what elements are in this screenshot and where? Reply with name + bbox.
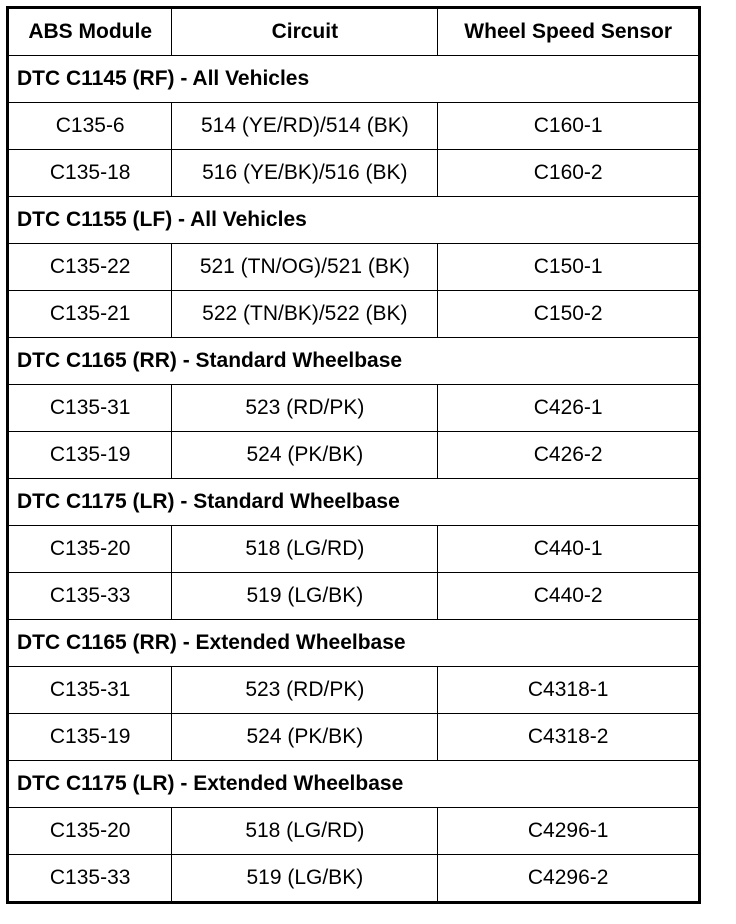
circuit-cell: 519 (LG/BK)	[172, 855, 438, 903]
wheel-speed-sensor-cell: C160-2	[438, 150, 700, 197]
abs-module-cell: C135-31	[8, 667, 172, 714]
circuit-cell: 518 (LG/RD)	[172, 526, 438, 573]
header-circuit: Circuit	[172, 8, 438, 56]
circuit-cell: 523 (RD/PK)	[172, 385, 438, 432]
wheel-speed-sensor-cell: C426-2	[438, 432, 700, 479]
table-row	[8, 714, 700, 761]
wheel-speed-sensor-cell: C150-2	[438, 291, 700, 338]
abs-module-cell: C135-22	[8, 244, 172, 291]
section-header-row	[8, 197, 700, 244]
circuit-cell: 524 (PK/BK)	[172, 432, 438, 479]
circuit-cell: 516 (YE/BK)/516 (BK)	[172, 150, 438, 197]
table-row	[8, 150, 700, 197]
wheel-speed-sensor-cell: C4318-1	[438, 667, 700, 714]
wheel-speed-sensor-cell: C440-2	[438, 573, 700, 620]
section-header-row	[8, 479, 700, 526]
section-title: DTC C1175 (LR) - Extended Wheelbase	[8, 761, 700, 808]
table-row	[8, 244, 700, 291]
abs-module-cell: C135-33	[8, 855, 172, 903]
section-header-row	[8, 338, 700, 385]
circuit-cell: 521 (TN/OG)/521 (BK)	[172, 244, 438, 291]
circuit-cell: 524 (PK/BK)	[172, 714, 438, 761]
wheel-speed-sensor-cell: C440-1	[438, 526, 700, 573]
section-title: DTC C1145 (RF) - All Vehicles	[8, 56, 700, 103]
table-row	[8, 432, 700, 479]
wheel-speed-sensor-cell: C4296-1	[438, 808, 700, 855]
abs-module-cell: C135-19	[8, 432, 172, 479]
circuit-cell: 523 (RD/PK)	[172, 667, 438, 714]
circuit-cell: 514 (YE/RD)/514 (BK)	[172, 103, 438, 150]
header-row	[8, 8, 700, 56]
wheel-speed-sensor-cell: C4296-2	[438, 855, 700, 903]
header-abs-module: ABS Module	[8, 8, 172, 56]
section-title: DTC C1155 (LF) - All Vehicles	[8, 197, 700, 244]
table-row	[8, 573, 700, 620]
abs-module-cell: C135-33	[8, 573, 172, 620]
section-title: DTC C1165 (RR) - Standard Wheelbase	[8, 338, 700, 385]
table-body	[8, 56, 700, 903]
abs-module-cell: C135-20	[8, 808, 172, 855]
section-title: DTC C1175 (LR) - Standard Wheelbase	[8, 479, 700, 526]
wheel-speed-sensor-cell: C150-1	[438, 244, 700, 291]
wheel-speed-sensor-cell: C4318-2	[438, 714, 700, 761]
circuit-cell: 519 (LG/BK)	[172, 573, 438, 620]
wheel-speed-sensor-cell: C160-1	[438, 103, 700, 150]
table-row	[8, 667, 700, 714]
table-row	[8, 855, 700, 903]
circuit-cell: 518 (LG/RD)	[172, 808, 438, 855]
circuit-cell: 522 (TN/BK)/522 (BK)	[172, 291, 438, 338]
section-header-row	[8, 56, 700, 103]
abs-module-cell: C135-31	[8, 385, 172, 432]
wheel-speed-sensor-circuit-table	[6, 6, 701, 904]
header-wheel-speed-sensor: Wheel Speed Sensor	[438, 8, 700, 56]
section-header-row	[8, 761, 700, 808]
abs-module-cell: C135-18	[8, 150, 172, 197]
abs-module-cell: C135-21	[8, 291, 172, 338]
section-title: DTC C1165 (RR) - Extended Wheelbase	[8, 620, 700, 667]
wheel-speed-sensor-cell: C426-1	[438, 385, 700, 432]
section-header-row	[8, 620, 700, 667]
abs-module-cell: C135-20	[8, 526, 172, 573]
table-row	[8, 526, 700, 573]
table-row	[8, 808, 700, 855]
abs-module-cell: C135-6	[8, 103, 172, 150]
table-row	[8, 385, 700, 432]
table-row	[8, 103, 700, 150]
abs-module-cell: C135-19	[8, 714, 172, 761]
table-row	[8, 291, 700, 338]
